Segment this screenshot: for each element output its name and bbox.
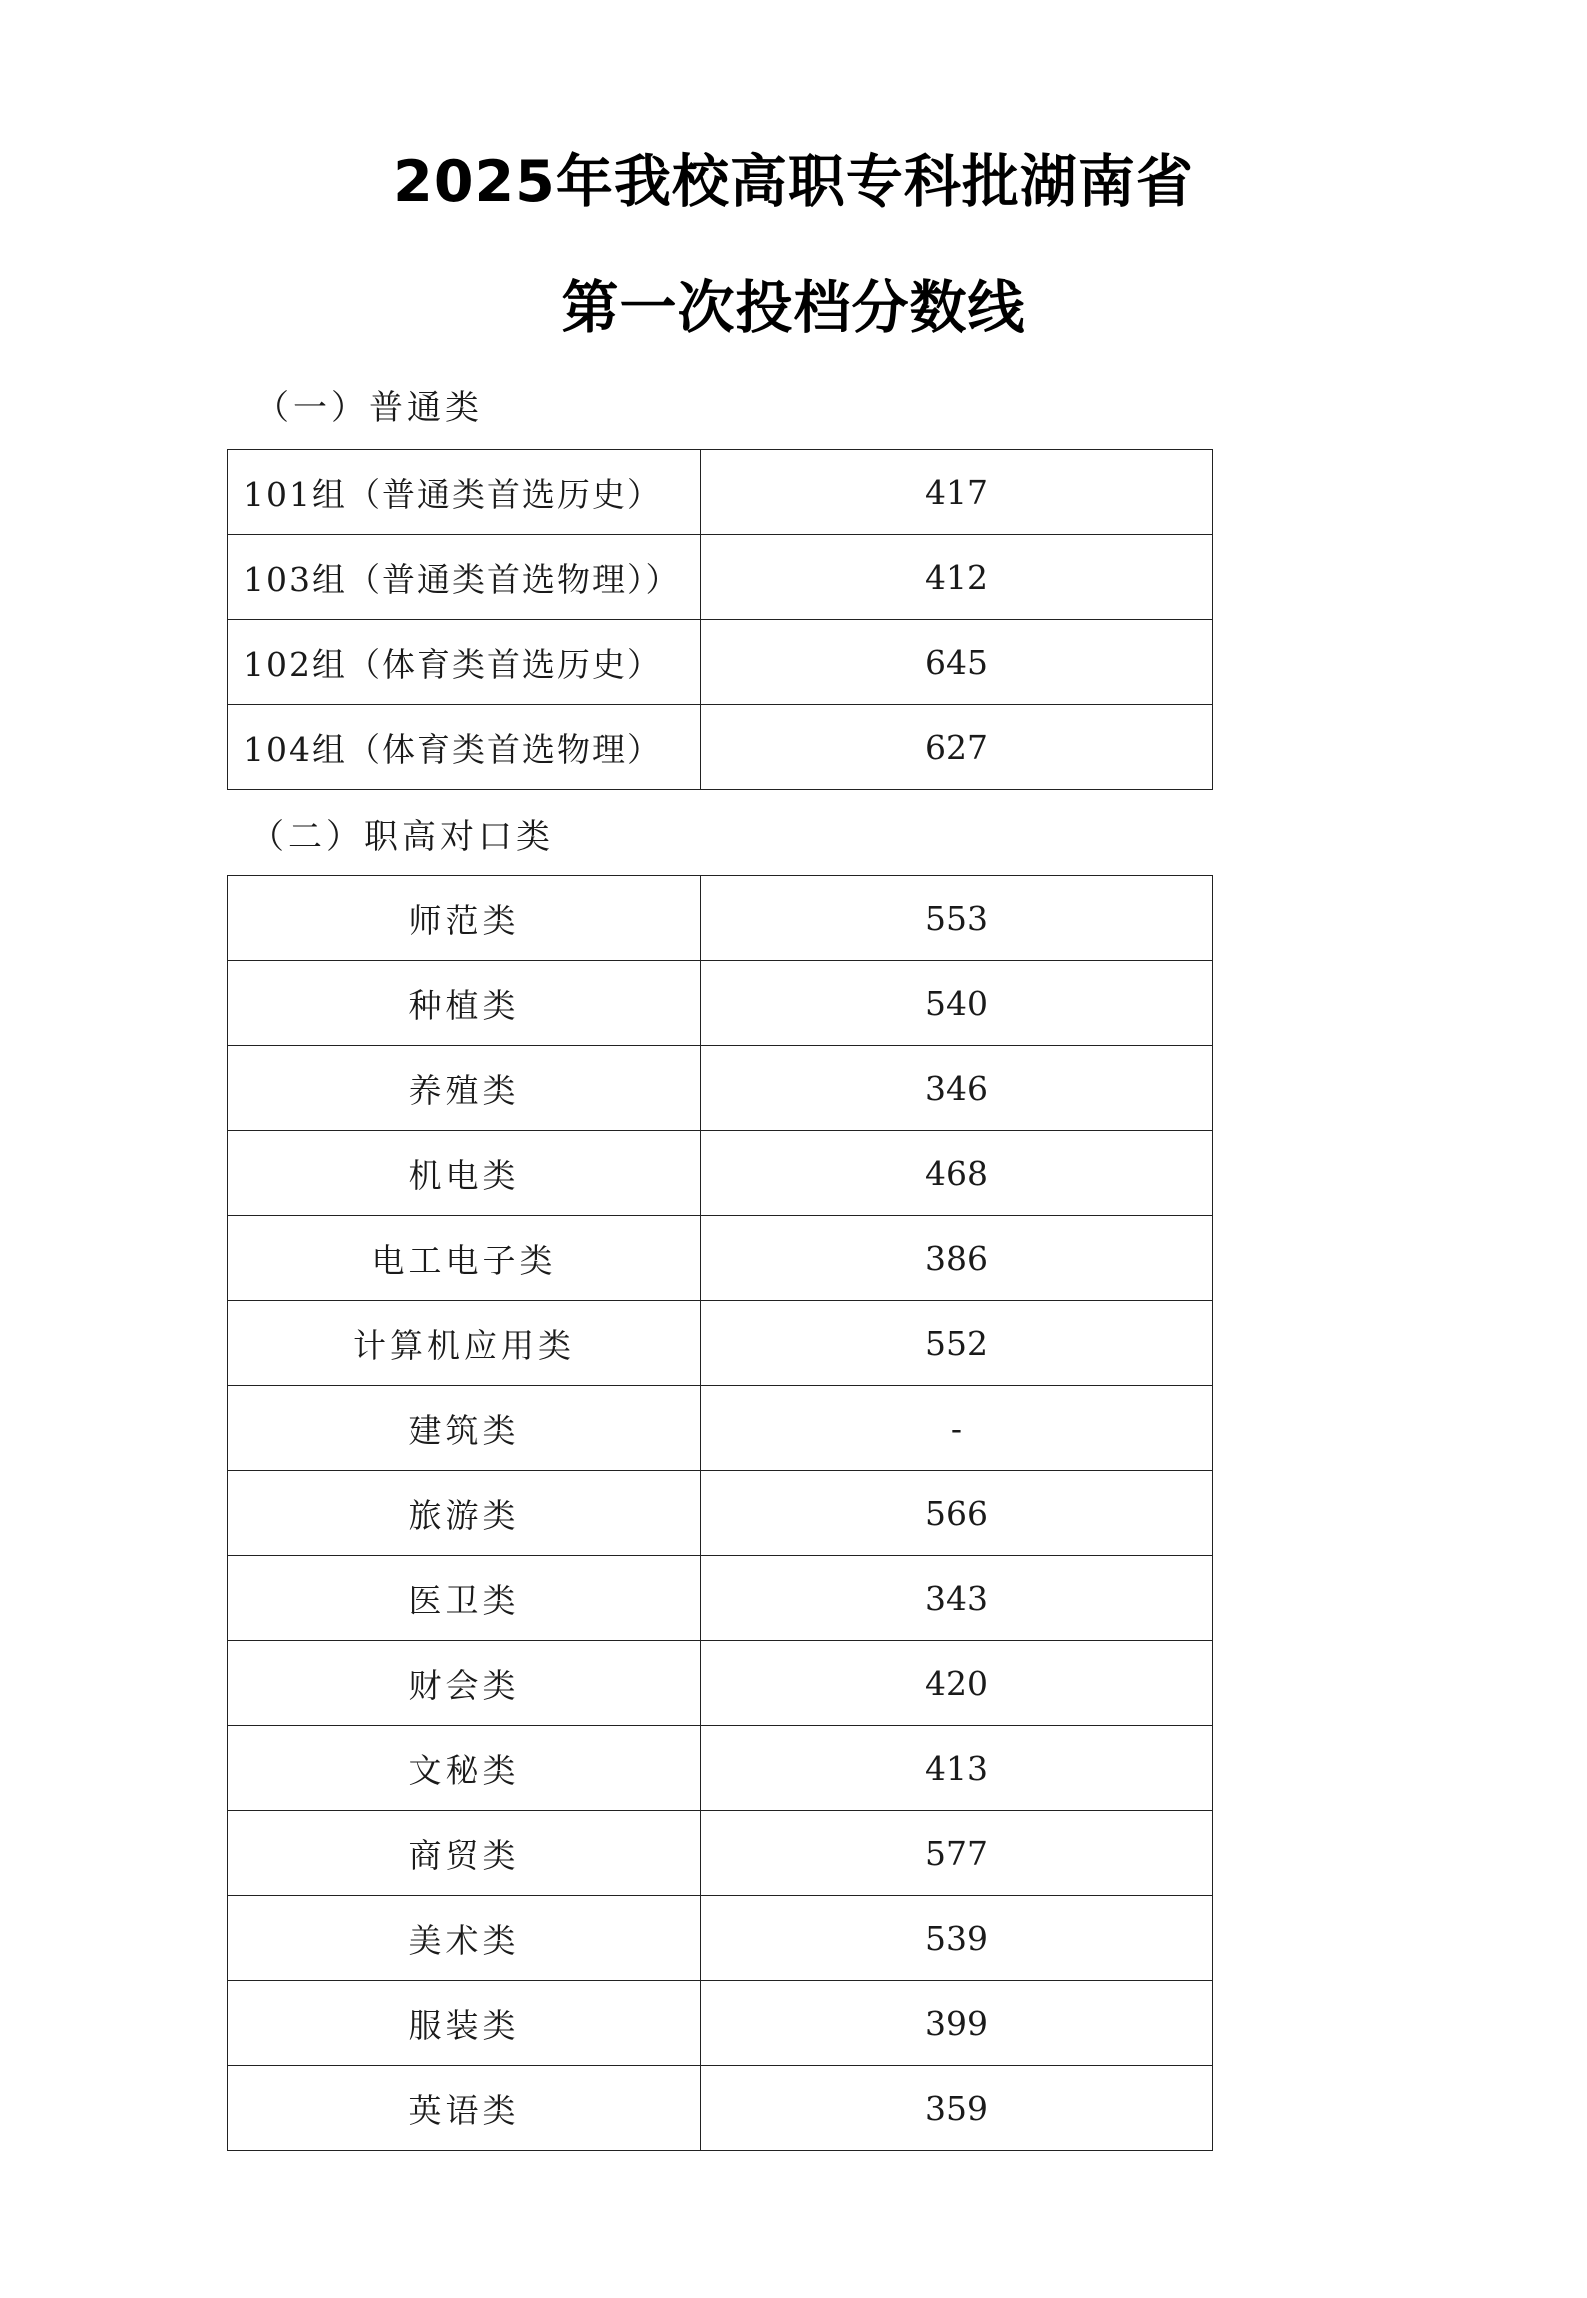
table-row [228, 2066, 1213, 2151]
category-name-cell: 养殖类 [228, 1046, 701, 1131]
table-row [228, 620, 1213, 705]
table-row [228, 876, 1213, 961]
score-cell: 627 [701, 705, 1213, 790]
score-cell: 417 [701, 450, 1213, 535]
table-row [228, 1386, 1213, 1471]
table-row [228, 1896, 1213, 1981]
category-name-cell: 师范类 [228, 876, 701, 961]
table-row [228, 1046, 1213, 1131]
category-name-cell: 文秘类 [228, 1726, 701, 1811]
category-name-cell: 建筑类 [228, 1386, 701, 1471]
table-row [228, 1216, 1213, 1301]
table-row [228, 1811, 1213, 1896]
group-name-cell: 102组（体育类首选历史） [228, 620, 701, 705]
table-row [228, 705, 1213, 790]
score-cell: - [701, 1386, 1213, 1471]
category-name-cell: 服装类 [228, 1981, 701, 2066]
score-cell: 346 [701, 1046, 1213, 1131]
score-cell: 540 [701, 961, 1213, 1046]
category-name-cell: 电工电子类 [228, 1216, 701, 1301]
table-row [228, 961, 1213, 1046]
score-cell: 359 [701, 2066, 1213, 2151]
table-row [228, 1641, 1213, 1726]
category-name-cell: 商贸类 [228, 1811, 701, 1896]
group-name-cell: 101组（普通类首选历史） [228, 450, 701, 535]
score-cell: 552 [701, 1301, 1213, 1386]
group-name-cell: 104组（体育类首选物理） [228, 705, 701, 790]
score-cell: 539 [701, 1896, 1213, 1981]
score-cell: 386 [701, 1216, 1213, 1301]
table-row [228, 535, 1213, 620]
score-cell: 577 [701, 1811, 1213, 1896]
category-name-cell: 英语类 [228, 2066, 701, 2151]
section-heading-general: （一）普通类 [255, 388, 483, 428]
score-cell: 566 [701, 1471, 1213, 1556]
table-row [228, 1131, 1213, 1216]
vocational-score-table [227, 875, 1213, 1981]
table-row [228, 1556, 1213, 1641]
score-cell: 399 [701, 1981, 1213, 2066]
page-title-line-1: 2025年我校高职专科批湖南省 [393, 149, 1194, 215]
table-row [228, 1981, 1213, 2066]
score-cell: 412 [701, 535, 1213, 620]
vocational-score-table-continued [227, 1980, 1213, 2151]
score-cell: 420 [701, 1641, 1213, 1726]
category-name-cell: 计算机应用类 [228, 1301, 701, 1386]
category-name-cell: 机电类 [228, 1131, 701, 1216]
score-cell: 645 [701, 620, 1213, 705]
score-cell: 413 [701, 1726, 1213, 1811]
page-title-line-2: 第一次投档分数线 [561, 275, 1026, 341]
section-heading-vocational: （二）职高对口类 [250, 817, 554, 857]
category-name-cell: 种植类 [228, 961, 701, 1046]
category-name-cell: 旅游类 [228, 1471, 701, 1556]
table-row [228, 1301, 1213, 1386]
score-cell: 468 [701, 1131, 1213, 1216]
table-row [228, 1471, 1213, 1556]
score-cell: 343 [701, 1556, 1213, 1641]
general-score-table [227, 449, 1213, 790]
table-row [228, 450, 1213, 535]
category-name-cell: 美术类 [228, 1896, 701, 1981]
category-name-cell: 财会类 [228, 1641, 701, 1726]
category-name-cell: 医卫类 [228, 1556, 701, 1641]
group-name-cell: 103组（普通类首选物理）） [228, 535, 701, 620]
score-cell: 553 [701, 876, 1213, 961]
table-row [228, 1726, 1213, 1811]
